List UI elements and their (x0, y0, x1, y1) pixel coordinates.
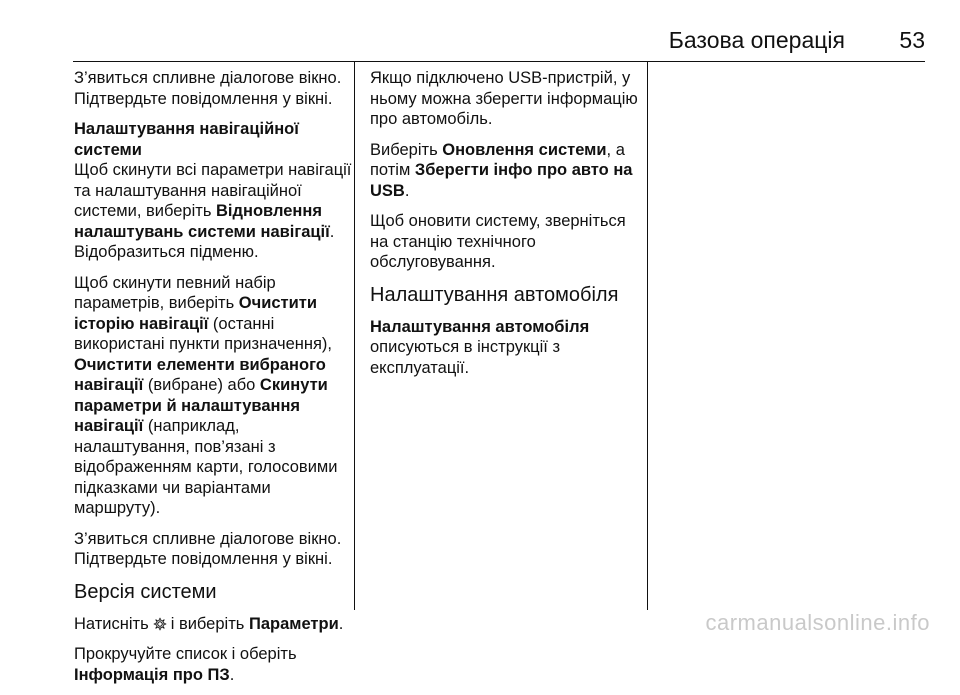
clear-nav-favourites-option: Очистити елементи вибраного навігації (74, 355, 326, 394)
popup-confirm-paragraph: З’явиться спливне діалогове вікно. Підтвердьте повідомлення у вікні. (74, 69, 342, 108)
system-update-paragraph: Щоб оновити систему, зверніться на станцію технічного обслуговування. (370, 212, 626, 271)
vehicle-settings-heading: Налаштування автомобіля (370, 283, 619, 306)
nav-partial-reset-paragraph: Щоб скинути певний набір параметрів, виберіть Очистити історію навігації (останні використані пункти призначення), Очистити елементи вибраного навігації (вибране) або Скинути параметри й налаштування навігації (наприклад, налаштування, пов’язані з відображенням карти, голосовими підказками чи варіантами маршруту). (74, 273, 338, 517)
header-rule (73, 61, 925, 62)
page-title: Базова операція (668, 27, 845, 53)
save-vehicle-info-option: Зберегти інфо про авто на USB (370, 161, 633, 200)
reset-nav-options-option: Скинути параметри й налаштування навігації (74, 376, 328, 435)
restore-nav-settings-option: Відновлення налаштувань системи навігації (74, 202, 330, 241)
software-info-option: Інформація про ПЗ (74, 665, 230, 684)
gear-icon (153, 617, 167, 631)
usb-save-steps: Виберіть Оновлення системи, а потім Зберегти інфо про авто на USB. (370, 140, 633, 200)
usb-save-intro: Якщо підключено USB-пристрій, у ньому можна зберегти інформацію про автомобіль. (370, 69, 638, 128)
settings-option: Параметри (248, 614, 339, 633)
column-divider-left (354, 62, 355, 610)
nav-settings-heading: Налаштування навігаційної системи (74, 120, 299, 159)
page-number: 53 (899, 27, 925, 53)
system-version-heading: Версія системи (74, 580, 217, 603)
page-header (0, 0, 960, 62)
right-column (370, 68, 640, 388)
version-step-2: Прокручуйте список і оберіть Інформація про ПЗ. (74, 645, 297, 684)
clear-nav-history-option: Очистити історію навігації (74, 294, 317, 333)
vehicle-settings-paragraph: Налаштування автомобіля описуються в інструкції з експлуатації. (370, 317, 590, 377)
watermark: carmanualsonline.info (705, 610, 930, 635)
column-divider-right (647, 62, 648, 610)
left-column (74, 68, 354, 695)
system-update-option: Оновлення системи (442, 140, 607, 159)
version-step-1: Натисніть і виберіть Параметри. (74, 614, 344, 633)
nav-reset-paragraph: Щоб скинути всі параметри навігації та налаштування навігаційної системи, виберіть Відновлення налаштувань системи навігації. Відобразиться підменю. (74, 161, 352, 261)
popup-confirm-paragraph-2: З’явиться спливне діалогове вікно. Підтвердьте повідомлення у вікні. (74, 529, 342, 568)
